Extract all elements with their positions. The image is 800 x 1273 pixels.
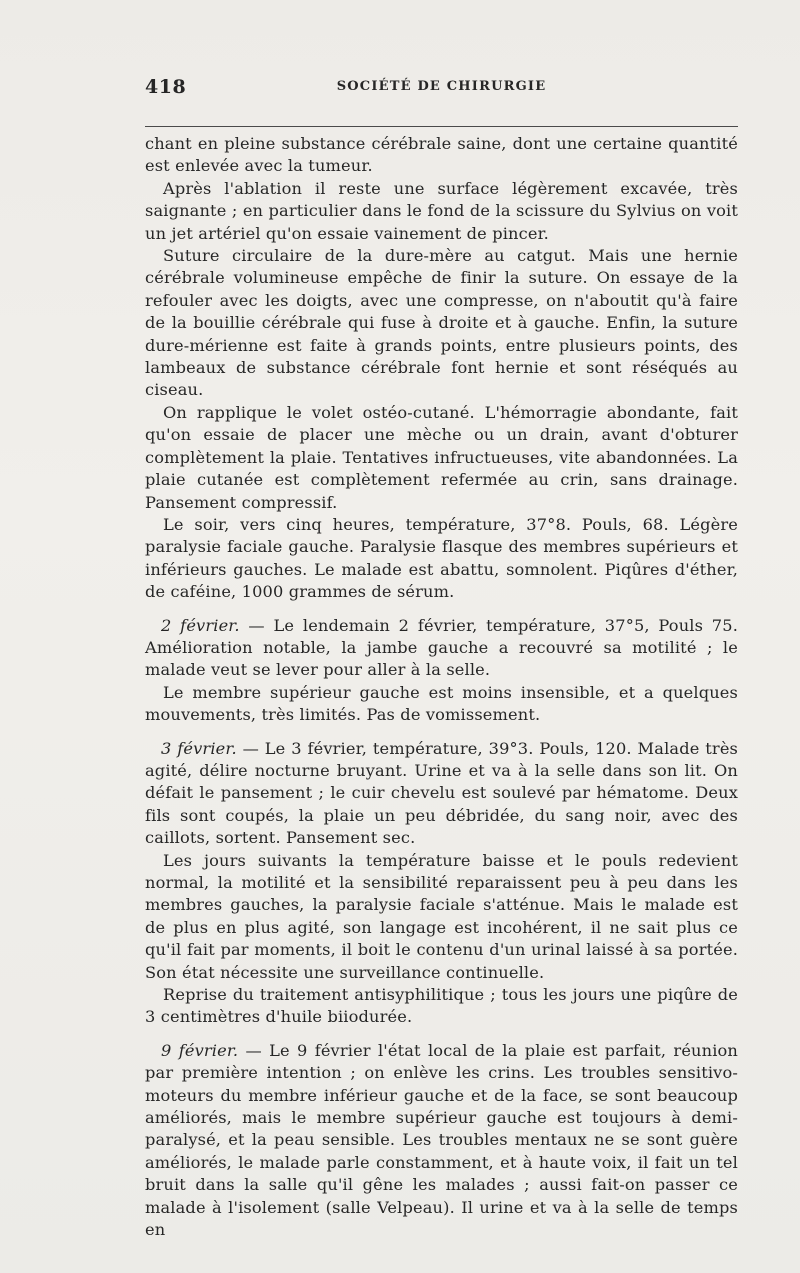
paragraph: Le membre supérieur gauche est moins insensible, et a quelques mouvements, très limités. Pas de vomissement. [145,682,738,725]
paragraph-body: — Le lendemain 2 février, température, 37°5, Pouls 75. Amélioration notable, la jambe gauche a recouvré sa motilité ; le malade veut se lever pour aller à la selle. [145,615,738,680]
date-label: 3 février. [161,738,237,758]
paragraph-body: — Le 3 février, température, 39°3. Pouls, 120. Malade très agité, délire nocturne bruyant. Urine et va à la selle dans son lit. On défait le pansement ; le cuir chevelu est soulevé par hématome. Deux fils sont coupés, la plaie un peu débridée, du sang noir, avec des caillots, sortent. Pansement sec. [145,738,739,848]
paragraph: chant en pleine substance cérébrale saine, dont une certaine quantité est enlevée avec la tumeur. [145,134,738,176]
paragraph-feb-3 [145,738,738,850]
header-rule [145,126,738,127]
paragraph-feb-9 [145,1040,738,1242]
paragraph: Reprise du traitement antisyphilitique ; tous les jours une piqûre de 3 centimètres d'huile biiodurée. [145,985,738,1027]
page-number: 418 [145,76,187,98]
running-head [145,76,738,102]
paragraph: Suture circulaire de la dure-mère au catgut. Mais une hernie cérébrale volumineuse empêche de finir la suture. On essaye de la refouler avec les doigts, avec une compresse, on n'aboutit qu'à faire de la bouillie cérébrale qui fuse à droite et à gauche. Enfin, la suture dure-mérienne est faite à grands points, entre plusieurs points, des lambeaux de substance cérébrale font hernie et sont réséqués au ciseau. [145,246,738,400]
body-text [145,133,738,1242]
paragraph: Les jours suivants la température baisse et le pouls redevient normal, la motilité et la sensibilité reparaissent peu à peu dans les membres gauches, la paralysie faciale s'atténue. Mais le malade est de plus en plus agité, son langage est incohérent, il ne sait plus ce qu'il fait par moments, il boit le contenu d'un urinal laissé à sa portée. Son état nécessite une surveillance continuelle. [145,850,738,982]
date-label: 9 février. [161,1040,239,1060]
paragraph: On rapplique le volet ostéo-cutané. L'hémorragie abondante, fait qu'on essaie de placer une mèche ou un drain, avant d'obturer complètement la plaie. Tentatives infructueuses, vite abandonnées. La plaie cutanée est complètement refermée au crin, sans drainage. Pansement compressif. [145,402,738,512]
paragraph-feb-2 [145,615,738,682]
date-label: 2 février. [161,615,240,635]
paragraph: Après l'ablation il reste une surface légèrement excavée, très saignante ; en particulier dans le fond de la scissure du Sylvius on voit un jet artériel qu'on essaie vainement de pincer. [145,178,738,243]
paragraph-body: — Le 9 février l'état local de la plaie est parfait, réunion par première intention ; on enlève les crins. Les troubles sensitivo-moteurs du membre inférieur gauche et de la face, se sont beaucoup améliorés, mais le membre supérieur gauche est toujours à demi-paralysé, et la peau sensible. Les troubles mentaux ne se sont guère améliorés, le malade parle constamment, et à haute voix, il fait un tel bruit dans la salle qu'il gêne les malades ; aussi fait-on passer ce malade à l'isolement (salle Velpeau). Il urine et va à la selle de temps en [145,1040,738,1240]
journal-title: SOCIÉTÉ DE CHIRURGIE [336,79,547,94]
paragraph: Le soir, vers cinq heures, température, 37°8. Pouls, 68. Légère paralysie faciale gauche. Paralysie flasque des membres supérieurs et inférieurs gauches. Le malade est abattu, somnolent. Piqûres d'éther, de caféine, 1000 grammes de sérum. [145,514,738,602]
